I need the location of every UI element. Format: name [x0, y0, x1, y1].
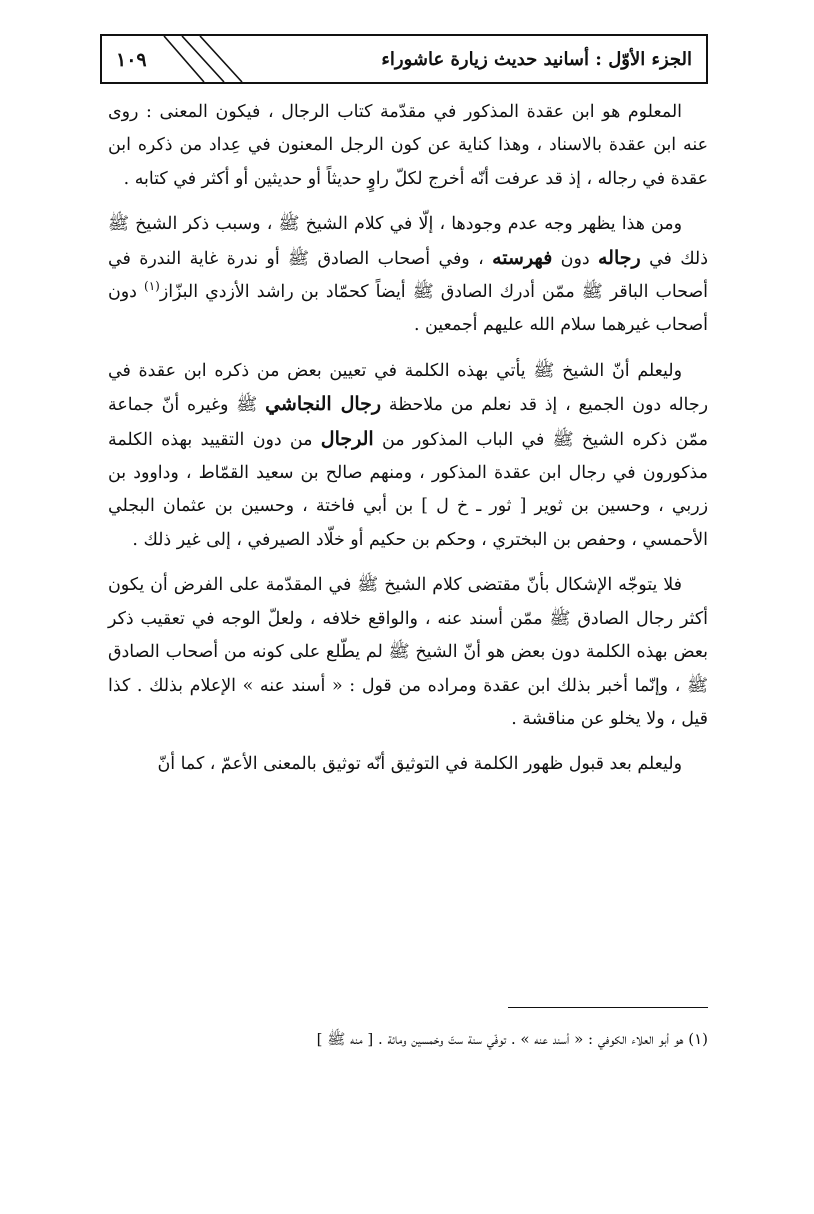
- paragraph: [108, 208, 708, 343]
- paragraph: [108, 355, 708, 557]
- bold-title: الرجال: [320, 427, 374, 450]
- bold-title: رجال النجاشي: [265, 393, 382, 416]
- running-header: [100, 34, 708, 84]
- body-text: [108, 96, 708, 794]
- text-run: فلا يتوجّه الإشكال بأنّ مقتضى كلام الشيخ ﷺ في المقدّمة على الفرض أن يكون أكثر رجال الصادق ﷺ ممّن أسند عنه ، والواقع خلافه ، ولعلّ الوجه في تعقيب ذكر بعض بهذه الكلمة دون بعض هو أنّ الشيخ ﷺ لم يطّلع على كونه من أصحاب الصادق ﷺ ، وإنّما أخبر بذلك ابن عقدة ومراده من قول : « أسند عنه » الإعلام بذلك . كذا قيل ، ولا يخلو عن مناقشة .: [108, 575, 708, 729]
- text-run: المعلوم هو ابن عقدة المذكور في مقدّمة كتاب الرجال ، فيكون المعنى : روى عنه ابن عقدة بالاسناد ، وهذا كناية عن كون الرجل المعنون في عِداد من ذكره ابن عقدة في رجاله ، إذ قد عرفت أنّه أخرج لكلّ راوٍ حديثاً أو حديثين أو أكثر في كتابه .: [108, 102, 708, 189]
- header-title: الجزء الأوّل : أسانيد حديث زيارة عاشوراء: [381, 49, 692, 70]
- text-run: ﷺ وغيره أنّ جماعة ممّن ذكره الشيخ ﷺ في الباب المذكور من: [108, 395, 708, 450]
- text-run: ومن هذا يظهر وجه عدم وجودها ، إلّا في كلام الشيخ ﷺ ، وسبب ذكر الشيخ ﷺ ذلك في: [108, 214, 708, 269]
- bold-title: فهرسته: [492, 246, 553, 269]
- paragraph: [108, 569, 708, 736]
- text-run: دون أصحاب غيرهما سلام الله عليهم أجمعين .: [108, 282, 708, 336]
- bold-title: رجاله: [597, 246, 641, 269]
- footnote-separator: [508, 1007, 708, 1008]
- paragraph: [108, 96, 708, 196]
- footnote-ref: (١): [144, 279, 160, 294]
- page-number: ١٠٩: [116, 49, 147, 71]
- footnote: (١) هو أبو العلاء الكوفي : « أسند عنه » . توفّي سنة ستّ وخمسين ومائة . [ منه ﷺ ]: [316, 1030, 708, 1048]
- text-run: وليعلم أنّ الشيخ ﷺ يأتي بهذه الكلمة في تعيين بعض من ذكره ابن عقدة في رجاله دون الجميع ، إذ قد نعلم من ملاحظة: [108, 360, 708, 416]
- text-run: وليعلم بعد قبول ظهور الكلمة في التوثيق أنّه توثيق بالمعنى الأعمّ ، كما أنّ: [157, 754, 682, 775]
- text-run: ، وفي أصحاب الصادق ﷺ أو ندرة غاية الندرة في أصحاب الباقر ﷺ ممّن أدرك الصادق ﷺ أيضاً كحمّاد بن راشد الأزدي البزّاز: [108, 248, 708, 303]
- text-run: دون: [552, 248, 598, 269]
- text-run: من دون التقييد بهذه الكلمة مذكورون في رجال ابن عقدة المذكور ، ومنهم صالح بن سعيد القمّاط ، وداوود بن زربي ، وحسين بن ثوير [ ثور ـ خ ل ] بن أبي فاختة ، وحسين بن عثمان البجلي الأحمسي ، وحفص بن البختري ، وحكم بن حكيم أو خلّاد الصيرفي ، إلى غير ذلك .: [108, 429, 708, 550]
- paragraph: [108, 748, 708, 781]
